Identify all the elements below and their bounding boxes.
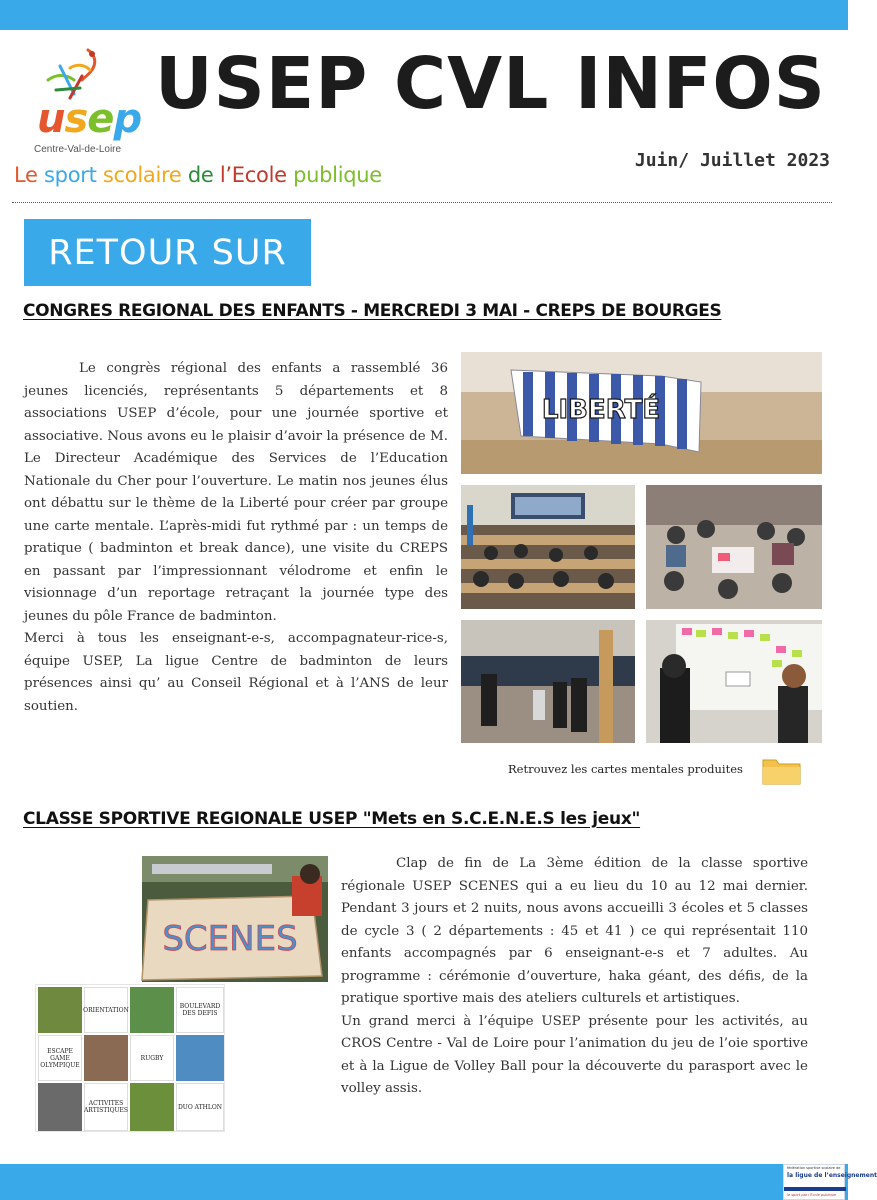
photo-liberte-banner <box>461 352 822 474</box>
footer-logo-line3: le sport par l’Ecole publique <box>787 1193 837 1197</box>
classe-sportive-paragraph: Clap de fin de La 3ème édition de la classe sportive régionale USEP SCENES qui a eu lieu du 10 au 12 mai dernier. Pendant 3 jours et 2 nuits, nous avons accueilli 3 écoles et 5 classes de cycle 3 ( 2 départements : 45 et 41 ) ce qui représentait 110 enfants accompagnés par 6 enseignant-e-s et 7 adultes. Au programme : cérémonie d’ouverture, haka géant, des défis, de la pratique sportive mais des ateliers culturels et artistiques. <box>341 856 808 1006</box>
photo-amphitheatre <box>461 485 635 609</box>
collage-photo <box>130 987 174 1033</box>
activities-collage <box>35 984 225 1132</box>
logo-letter-s: s <box>64 96 88 142</box>
congres-thanks-paragraph: Merci à tous les enseignant-e-s, accompagnateur-rice-s, équipe USEP, La ligue Centre de badminton de leurs présences ainsi qu’ au Conseil Régional et à l’ANS de leur soutien. <box>24 631 448 714</box>
issue-date: Juin/ Juillet 2023 <box>634 150 830 171</box>
collage-label-activites: ACTIVITES ARTISTIQUES <box>84 1083 128 1131</box>
photo-caption: Retrouvez les cartes mentales produites <box>508 762 743 776</box>
section-title-congres: CONGRES REGIONAL DES ENFANTS - MERCREDI 3 MAI - CREPS DE BOURGES <box>23 301 722 321</box>
collage-photo <box>38 987 82 1033</box>
logo-letter-e: e <box>87 96 114 142</box>
header-divider <box>12 202 832 203</box>
collage-label-escape-game: ESCAPE GAME OLYMPIQUE <box>38 1035 82 1081</box>
photo-children-floor <box>646 485 822 609</box>
footer-logo-stripe <box>784 1187 846 1191</box>
banner-art-text: LIBERTÉ <box>541 395 661 425</box>
newsletter-title: USEP CVL INFOS <box>155 42 826 125</box>
tagline <box>14 163 382 187</box>
section-title-classe-sportive: CLASSE SPORTIVE REGIONALE USEP "Mets en S.C.E.N.E.S les jeux" <box>23 809 641 829</box>
retour-sur-banner: RETOUR SUR <box>24 219 311 286</box>
logo-letter-u: u <box>37 96 65 142</box>
collage-photo <box>176 1035 224 1081</box>
collage-photo <box>130 1083 174 1131</box>
photo-scenes-board <box>142 856 328 982</box>
collage-label-duo-athlon: DUO ATHLON <box>176 1083 224 1131</box>
tagline-word: sport <box>44 163 103 187</box>
tagline-word: de <box>187 163 220 187</box>
congres-paragraph: Le congrès régional des enfants a rassemblé 36 jeunes licenciés, représentants 5 départements et 8 associations USEP d’école, pour une journée sportive et associative. Nous avons eu le plaisir d’avoir la présence de M. Le Directeur Académique des Services de l’Education Nationale du Cher pour l’ouverture. Le matin nos jeunes élus ont débattu sur le thème de la Liberté pour créer par groupe une carte mentale. L’après-midi fut rythmé par : un temps de pratique ( badminton et break dance), une visite du CREPS en passant par l’impressionnant vélodrome et enfin le visionnage d’un reportage retraçant la journée type des jeunes du pôle France de badminton. <box>24 361 448 624</box>
folder-icon[interactable] <box>762 755 802 785</box>
logo-letter-p: p <box>113 96 142 142</box>
logo-wordmark <box>37 96 141 142</box>
tagline-word: Le <box>14 163 45 187</box>
ligue-enseignement-logo <box>783 1164 877 1200</box>
bottom-accent-bar <box>0 1164 848 1200</box>
footer-logo-line1: fédération sportive scolaire de <box>787 1166 841 1170</box>
classe-sportive-thanks-paragraph: Un grand merci à l’équipe USEP présente pour les activités, au CROS Centre - Val de Loire pour l’animation du jeu de l’oie sportive et à la Ligue de Volley Ball pour la découverte du parasport avec le volley assis. <box>341 1013 808 1096</box>
collage-photo <box>84 1035 128 1081</box>
collage-label-rugby: RUGBY <box>130 1035 174 1081</box>
collage-label-boulevard: BOULEVARD DES DEFIS <box>176 987 224 1033</box>
top-accent-bar <box>0 0 848 30</box>
collage-label-orientation: ORIENTATION <box>84 987 128 1033</box>
board-art-text: SCENES <box>162 919 298 959</box>
tagline-word: scolaire <box>102 163 188 187</box>
congres-article <box>24 358 448 718</box>
tagline-word: publique <box>293 163 382 187</box>
footer-logo-line2: la ligue de l’enseignement <box>787 1172 877 1179</box>
photo-velodrome <box>461 620 635 743</box>
tagline-word: l’Ecole <box>219 163 294 187</box>
collage-photo <box>38 1083 82 1131</box>
photo-mind-map <box>646 620 822 743</box>
logo-subtitle: Centre-Val-de-Loire <box>34 144 122 155</box>
classe-sportive-article <box>341 853 808 1101</box>
